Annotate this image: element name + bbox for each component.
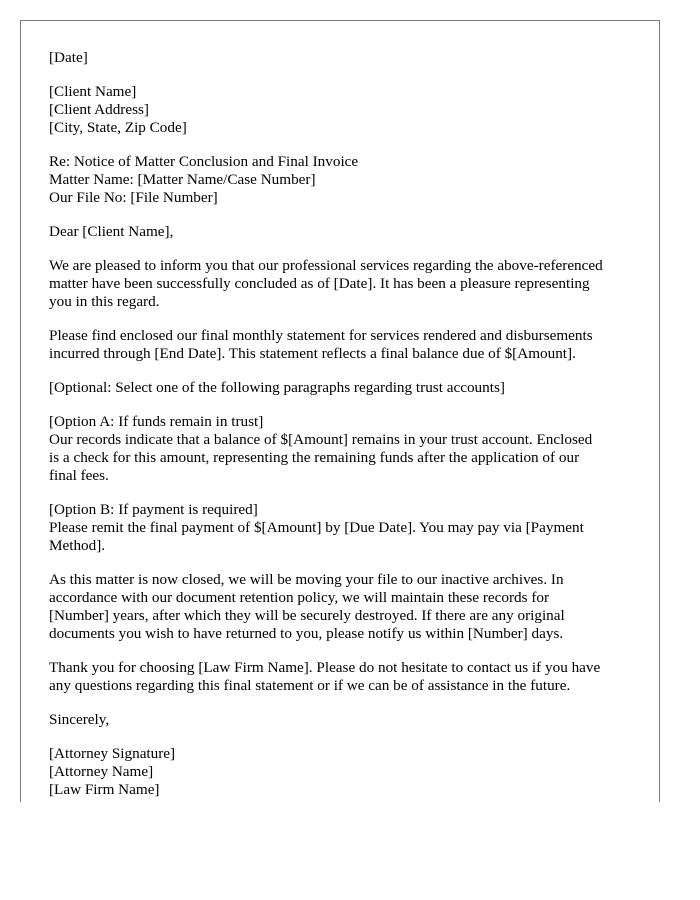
statement-line-2: incurred through [End Date]. This statement reflects a final balance due of $[Amount]. bbox=[49, 345, 576, 362]
archive-line-4: documents you wish to have returned to you, please notify us within [Number] days. bbox=[49, 625, 564, 642]
client-name: [Client Name] bbox=[49, 83, 137, 100]
date-block bbox=[49, 49, 641, 67]
letter-date: [Date] bbox=[49, 49, 88, 66]
intro-line-1: We are pleased to inform you that our professional services regarding the above-referenced bbox=[49, 257, 603, 274]
intro-paragraph bbox=[49, 257, 641, 311]
client-city-state-zip: [City, State, Zip Code] bbox=[49, 119, 187, 136]
optional-note: [Optional: Select one of the following paragraphs regarding trust accounts] bbox=[49, 379, 505, 396]
client-address-block bbox=[49, 83, 641, 137]
archive-paragraph bbox=[49, 571, 641, 643]
thanks-paragraph bbox=[49, 659, 641, 695]
statement-line-1: Please find enclosed our final monthly statement for services rendered and disbursements bbox=[49, 327, 593, 344]
reference-block bbox=[49, 153, 641, 207]
file-number-line: Our File No: [File Number] bbox=[49, 189, 218, 206]
option-b-label: [Option B: If payment is required] bbox=[49, 501, 258, 518]
archive-line-2: accordance with our document retention policy, we will maintain these records for bbox=[49, 589, 550, 606]
option-a-line-3: final fees. bbox=[49, 467, 109, 484]
intro-line-2: matter have been successfully concluded as of [Date]. It has been a pleasure representing bbox=[49, 275, 590, 292]
thanks-line-2: any questions regarding this final statement or if we can be of assistance in the future. bbox=[49, 677, 571, 694]
archive-line-1: As this matter is now closed, we will be moving your file to our inactive archives. In bbox=[49, 571, 564, 588]
attorney-name: [Attorney Name] bbox=[49, 763, 154, 780]
salutation-block bbox=[49, 223, 641, 241]
option-a-line-2: is a check for this amount, representing the remaining funds after the application of our bbox=[49, 449, 580, 466]
intro-line-3: you in this regard. bbox=[49, 293, 160, 310]
optional-note-paragraph bbox=[49, 379, 641, 397]
attorney-signature: [Attorney Signature] bbox=[49, 745, 176, 762]
closing: Sincerely, bbox=[49, 711, 110, 728]
archive-line-3: [Number] years, after which they will be securely destroyed. If there are any original bbox=[49, 607, 565, 624]
option-b-line-2: Method]. bbox=[49, 537, 106, 554]
law-firm-name: [Law Firm Name] bbox=[49, 781, 160, 798]
closing-block bbox=[49, 711, 641, 729]
option-a-label: [Option A: If funds remain in trust] bbox=[49, 413, 264, 430]
signature-block bbox=[49, 745, 641, 799]
matter-name-line: Matter Name: [Matter Name/Case Number] bbox=[49, 171, 316, 188]
thanks-line-1: Thank you for choosing [Law Firm Name]. Please do not hesitate to contact us if you have bbox=[49, 659, 601, 676]
statement-paragraph bbox=[49, 327, 641, 363]
subject-line: Re: Notice of Matter Conclusion and Final Invoice bbox=[49, 153, 359, 170]
option-a-paragraph bbox=[49, 413, 641, 485]
option-b-paragraph bbox=[49, 501, 641, 555]
option-a-line-1: Our records indicate that a balance of $[Amount] remains in your trust account. Enclosed bbox=[49, 431, 593, 448]
letter-body bbox=[49, 49, 641, 815]
option-b-line-1: Please remit the final payment of $[Amount] by [Due Date]. You may pay via [Payment bbox=[49, 519, 584, 536]
salutation: Dear [Client Name], bbox=[49, 223, 174, 240]
letter-page bbox=[20, 20, 660, 802]
client-address: [Client Address] bbox=[49, 101, 149, 118]
